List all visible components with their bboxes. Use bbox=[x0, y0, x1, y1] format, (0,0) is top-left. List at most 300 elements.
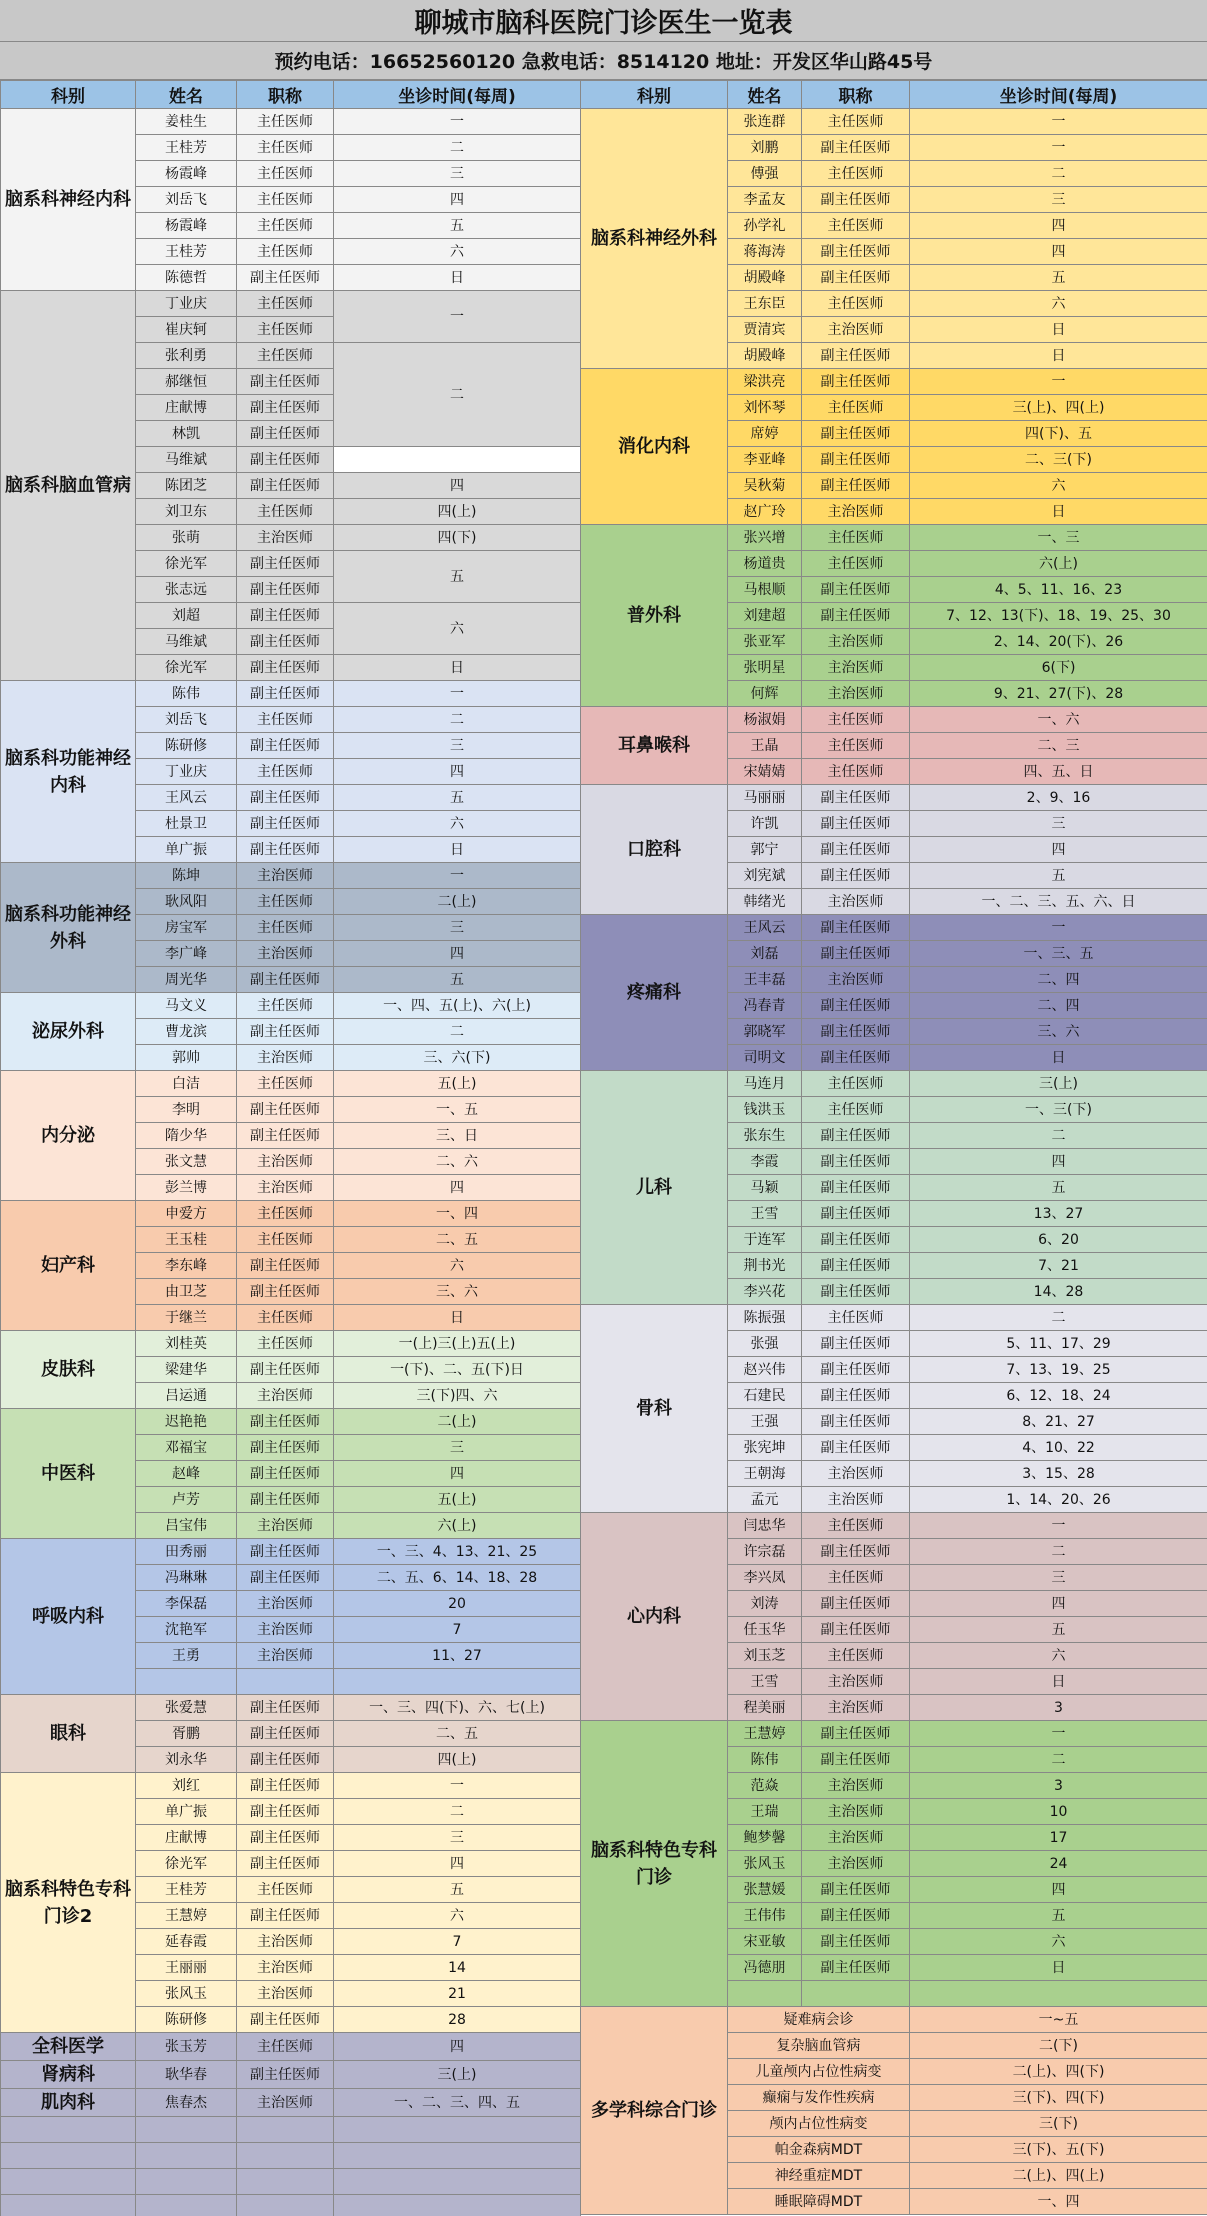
doctor-title-cell: 主治医师 bbox=[802, 681, 910, 707]
schedule-cell: 三 bbox=[334, 1435, 581, 1461]
doctor-title-cell: 副主任医师 bbox=[237, 967, 334, 993]
schedule-cell: 四 bbox=[910, 837, 1207, 863]
doctor-name-cell: 曹龙滨 bbox=[136, 1019, 237, 1045]
schedule-cell: 三(上)、四(上) bbox=[910, 395, 1207, 421]
doctor-name-cell: 王强 bbox=[728, 1409, 802, 1435]
schedule-cell: 3、15、28 bbox=[910, 1461, 1207, 1487]
table-row bbox=[581, 785, 1207, 811]
doctor-title-cell bbox=[802, 1981, 910, 2007]
doctor-name-cell: 孙学礼 bbox=[728, 213, 802, 239]
doctor-name-cell: 闫忠华 bbox=[728, 1513, 802, 1539]
doctor-title-cell: 副主任医师 bbox=[802, 1253, 910, 1279]
schedule-cell: 8、21、27 bbox=[910, 1409, 1207, 1435]
doctor-name-cell: 贾清宾 bbox=[728, 317, 802, 343]
doctor-title-cell: 副主任医师 bbox=[237, 577, 334, 603]
doctor-title-cell: 副主任医师 bbox=[237, 1279, 334, 1305]
schedule-cell: 五 bbox=[910, 265, 1207, 291]
doctor-name-cell bbox=[136, 2195, 237, 2216]
doctor-title-cell: 副主任医师 bbox=[237, 1487, 334, 1513]
doctor-name-cell: 钱洪玉 bbox=[728, 1097, 802, 1123]
schedule-cell: 四 bbox=[334, 187, 581, 213]
doctor-name-cell: 刘玉芝 bbox=[728, 1643, 802, 1669]
doctor-name-cell: 李广峰 bbox=[136, 941, 237, 967]
doctor-title-cell: 副主任医师 bbox=[802, 1357, 910, 1383]
schedule-cell: 一、三(下) bbox=[910, 1097, 1207, 1123]
doctor-title-cell: 主治医师 bbox=[237, 941, 334, 967]
doctor-name-cell: 林凯 bbox=[136, 421, 237, 447]
doctor-name-cell: 张东生 bbox=[728, 1123, 802, 1149]
schedule-cell: 六 bbox=[334, 811, 581, 837]
doctor-name-cell: 卢芳 bbox=[136, 1487, 237, 1513]
doctor-name-cell: 许凯 bbox=[728, 811, 802, 837]
table-row bbox=[1, 1331, 581, 1357]
doctor-name-cell: 单广振 bbox=[136, 1799, 237, 1825]
header-schedule: 坐诊时间(每周) bbox=[334, 81, 581, 109]
doctor-name-cell: 隋少华 bbox=[136, 1123, 237, 1149]
doctor-name-cell: 李兴花 bbox=[728, 1279, 802, 1305]
doctor-name-cell: 赵兴伟 bbox=[728, 1357, 802, 1383]
schedule-cell: 二 bbox=[334, 1799, 581, 1825]
doctor-name-cell: 房宝军 bbox=[136, 915, 237, 941]
doctor-title-cell: 副主任医师 bbox=[237, 1539, 334, 1565]
doctor-title-cell: 副主任医师 bbox=[802, 1201, 910, 1227]
doctor-name-cell: 吕运通 bbox=[136, 1383, 237, 1409]
schedule-cell: 一、三、4、13、21、25 bbox=[334, 1539, 581, 1565]
doctor-name-cell: 田秀丽 bbox=[136, 1539, 237, 1565]
department-cell: 心内科 bbox=[581, 1513, 728, 1721]
doctor-name-cell: 张志远 bbox=[136, 577, 237, 603]
doctor-name-cell: 何辉 bbox=[728, 681, 802, 707]
table-row bbox=[1, 2033, 581, 2061]
schedule-cell: 三、六(下) bbox=[334, 1045, 581, 1071]
doctor-name-cell: 王风云 bbox=[136, 785, 237, 811]
department-cell: 疼痛科 bbox=[581, 915, 728, 1071]
doctor-title-cell: 主任医师 bbox=[237, 343, 334, 369]
doctor-name-cell bbox=[136, 1669, 237, 1695]
schedule-cell: 一 bbox=[910, 1513, 1207, 1539]
doctor-name-cell: 程美丽 bbox=[728, 1695, 802, 1721]
doctor-name-cell: 刘桂英 bbox=[136, 1331, 237, 1357]
department-cell: 肌肉科 bbox=[1, 2089, 136, 2117]
table-row bbox=[581, 915, 1207, 941]
schedule-cell: 24 bbox=[910, 1851, 1207, 1877]
schedule-cell: 二 bbox=[334, 707, 581, 733]
doctor-name-cell: 王桂芳 bbox=[136, 1877, 237, 1903]
schedule-cell: 一 bbox=[334, 291, 581, 343]
schedule-cell: 三(下)四、六 bbox=[334, 1383, 581, 1409]
schedule-cell: 三 bbox=[334, 1825, 581, 1851]
doctor-name-cell: 张宪坤 bbox=[728, 1435, 802, 1461]
doctor-title-cell: 副主任医师 bbox=[237, 1253, 334, 1279]
schedule-cell: 21 bbox=[334, 1981, 581, 2007]
department-cell: 呼吸内科 bbox=[1, 1539, 136, 1695]
doctor-title-cell: 副主任医师 bbox=[237, 1097, 334, 1123]
doctor-name-cell: 于继兰 bbox=[136, 1305, 237, 1331]
schedule-cell: 五 bbox=[910, 1175, 1207, 1201]
doctor-title-cell: 主治医师 bbox=[802, 629, 910, 655]
doctor-name-cell bbox=[136, 2117, 237, 2143]
schedule-cell: 六 bbox=[334, 1253, 581, 1279]
schedule-cell: 二 bbox=[910, 1123, 1207, 1149]
schedule-cell: 一 bbox=[910, 135, 1207, 161]
doctor-title-cell: 副主任医师 bbox=[802, 1227, 910, 1253]
department-cell: 全科医学 bbox=[1, 2033, 136, 2061]
schedule-cell: 二、五 bbox=[334, 1227, 581, 1253]
schedule-cell: 2、14、20(下)、26 bbox=[910, 629, 1207, 655]
doctor-title-cell bbox=[237, 1669, 334, 1695]
doctor-title-cell: 副主任医师 bbox=[802, 1045, 910, 1071]
doctor-title-cell: 副主任医师 bbox=[237, 837, 334, 863]
doctor-name-cell: 马根顺 bbox=[728, 577, 802, 603]
doctor-name-cell: 冯德朋 bbox=[728, 1955, 802, 1981]
doctor-name-cell: 刘永华 bbox=[136, 1747, 237, 1773]
clinic-name-cell: 帕金森病MDT bbox=[728, 2137, 910, 2163]
schedule-cell: 四 bbox=[334, 759, 581, 785]
doctor-name-cell: 王雪 bbox=[728, 1201, 802, 1227]
schedule-cell: 日 bbox=[910, 343, 1207, 369]
schedule-cell: 五 bbox=[334, 551, 581, 603]
header-dept: 科别 bbox=[581, 81, 728, 109]
schedule-cell: 一~五 bbox=[910, 2007, 1207, 2033]
schedule-cell: 四(下) bbox=[334, 525, 581, 551]
schedule-cell: 四 bbox=[334, 473, 581, 499]
doctor-title-cell: 副主任医师 bbox=[802, 1331, 910, 1357]
doctor-name-cell: 梁建华 bbox=[136, 1357, 237, 1383]
doctor-title-cell: 主任医师 bbox=[237, 1331, 334, 1357]
right-schedule-table bbox=[580, 80, 1207, 2215]
doctor-name-cell: 王丽丽 bbox=[136, 1955, 237, 1981]
schedule-cell: 一、四 bbox=[910, 2189, 1207, 2215]
doctor-title-cell: 主任医师 bbox=[237, 759, 334, 785]
schedule-cell: 3 bbox=[910, 1695, 1207, 1721]
clinic-name-cell: 癫痫与发作性疾病 bbox=[728, 2085, 910, 2111]
schedule-cell: 日 bbox=[334, 265, 581, 291]
doctor-name-cell: 周光华 bbox=[136, 967, 237, 993]
doctor-name-cell: 胡殿峰 bbox=[728, 265, 802, 291]
table-row bbox=[581, 525, 1207, 551]
doctor-title-cell: 副主任医师 bbox=[802, 343, 910, 369]
doctor-name-cell: 单广振 bbox=[136, 837, 237, 863]
doctor-name-cell: 张风玉 bbox=[136, 1981, 237, 2007]
doctor-title-cell: 主任医师 bbox=[237, 2033, 334, 2061]
doctor-title-cell: 副主任医师 bbox=[237, 473, 334, 499]
doctor-title-cell: 副主任医师 bbox=[237, 1435, 334, 1461]
department-cell: 中医科 bbox=[1, 1409, 136, 1539]
schedule-cell: 二、六 bbox=[334, 1149, 581, 1175]
doctor-title-cell: 副主任医师 bbox=[802, 1123, 910, 1149]
doctor-name-cell: 李孟友 bbox=[728, 187, 802, 213]
doctor-name-cell: 徐光军 bbox=[136, 1851, 237, 1877]
doctor-title-cell: 副主任医师 bbox=[802, 1409, 910, 1435]
doctor-name-cell: 赵峰 bbox=[136, 1461, 237, 1487]
doctor-title-cell: 主治医师 bbox=[237, 1955, 334, 1981]
schedule-cell bbox=[334, 1669, 581, 1695]
table-row bbox=[1, 2061, 581, 2089]
clinic-name-cell: 复杂脑血管病 bbox=[728, 2033, 910, 2059]
schedule-cell: 六 bbox=[334, 1903, 581, 1929]
schedule-cell: 五 bbox=[334, 1877, 581, 1903]
table-row bbox=[1, 1409, 581, 1435]
doctor-title-cell: 副主任医师 bbox=[802, 369, 910, 395]
doctor-title-cell: 主任医师 bbox=[802, 109, 910, 135]
schedule-cell: 三 bbox=[334, 161, 581, 187]
page-title: 聊城市脑科医院门诊医生一览表 bbox=[0, 0, 1207, 42]
doctor-name-cell: 陈团芝 bbox=[136, 473, 237, 499]
schedule-cell: 10 bbox=[910, 1799, 1207, 1825]
doctor-title-cell: 主治医师 bbox=[802, 1799, 910, 1825]
department-cell bbox=[1, 2117, 136, 2143]
schedule-cell: 一、四 bbox=[334, 1201, 581, 1227]
department-cell: 眼科 bbox=[1, 1695, 136, 1773]
doctor-title-cell: 主任医师 bbox=[802, 1643, 910, 1669]
schedule-cell: 四 bbox=[910, 1149, 1207, 1175]
doctor-title-cell: 副主任医师 bbox=[237, 447, 334, 473]
department-cell: 脑系科脑血管病 bbox=[1, 291, 136, 681]
schedule-cell: 四(下)、五 bbox=[910, 421, 1207, 447]
schedule-cell: 三、六 bbox=[910, 1019, 1207, 1045]
doctor-name-cell: 彭兰博 bbox=[136, 1175, 237, 1201]
doctor-title-cell: 副主任医师 bbox=[237, 265, 334, 291]
header-schedule: 坐诊时间(每周) bbox=[910, 81, 1207, 109]
doctor-name-cell: 王东臣 bbox=[728, 291, 802, 317]
schedule-cell: 三(上) bbox=[334, 2061, 581, 2089]
doctor-name-cell: 陈研修 bbox=[136, 733, 237, 759]
doctor-name-cell: 刘怀琴 bbox=[728, 395, 802, 421]
schedule-cell: 一、四、五(上)、六(上) bbox=[334, 993, 581, 1019]
schedule-cell: 五 bbox=[334, 785, 581, 811]
doctor-title-cell: 副主任医师 bbox=[237, 1565, 334, 1591]
doctor-name-cell: 陈伟 bbox=[136, 681, 237, 707]
schedule-cell: 一 bbox=[910, 109, 1207, 135]
doctor-name-cell: 马连月 bbox=[728, 1071, 802, 1097]
doctor-name-cell: 张明星 bbox=[728, 655, 802, 681]
schedule-cell: 五 bbox=[910, 863, 1207, 889]
doctor-name-cell: 于连军 bbox=[728, 1227, 802, 1253]
schedule-cell: 14、28 bbox=[910, 1279, 1207, 1305]
department-cell: 脑系科功能神经外科 bbox=[1, 863, 136, 993]
doctor-name-cell: 申爱方 bbox=[136, 1201, 237, 1227]
schedule-cell: 一 bbox=[334, 1773, 581, 1799]
doctor-title-cell: 副主任医师 bbox=[237, 1773, 334, 1799]
doctor-name-cell: 刘岳飞 bbox=[136, 707, 237, 733]
doctor-name-cell: 赵广玲 bbox=[728, 499, 802, 525]
doctor-name-cell: 刘鹏 bbox=[728, 135, 802, 161]
doctor-title-cell: 副主任医师 bbox=[237, 2007, 334, 2033]
doctor-name-cell: 杜景卫 bbox=[136, 811, 237, 837]
doctor-title-cell: 主治医师 bbox=[237, 1617, 334, 1643]
header-name: 姓名 bbox=[136, 81, 237, 109]
doctor-name-cell: 丁业庆 bbox=[136, 759, 237, 785]
doctor-title-cell: 副主任医师 bbox=[802, 1877, 910, 1903]
doctor-title-cell: 副主任医师 bbox=[802, 265, 910, 291]
doctor-name-cell: 郭宁 bbox=[728, 837, 802, 863]
schedule-cell: 9、21、27(下)、28 bbox=[910, 681, 1207, 707]
doctor-title-cell: 副主任医师 bbox=[802, 473, 910, 499]
doctor-name-cell: 张玉芳 bbox=[136, 2033, 237, 2061]
doctor-title-cell: 副主任医师 bbox=[802, 447, 910, 473]
clinic-name-cell: 睡眠障碍MDT bbox=[728, 2189, 910, 2215]
doctor-name-cell: 张文慧 bbox=[136, 1149, 237, 1175]
schedule-cell: 日 bbox=[910, 317, 1207, 343]
doctor-title-cell: 副主任医师 bbox=[802, 603, 910, 629]
doctor-name-cell: 郝继恒 bbox=[136, 369, 237, 395]
doctor-name-cell: 王伟伟 bbox=[728, 1903, 802, 1929]
doctor-name-cell: 王桂芳 bbox=[136, 239, 237, 265]
schedule-cell: 28 bbox=[334, 2007, 581, 2033]
table-row bbox=[581, 1721, 1207, 1747]
doctor-name-cell: 焦春杰 bbox=[136, 2089, 237, 2117]
doctor-name-cell: 张萌 bbox=[136, 525, 237, 551]
schedule-cell: 五 bbox=[334, 967, 581, 993]
schedule-cell: 一、三、五 bbox=[910, 941, 1207, 967]
doctor-title-cell: 副主任医师 bbox=[802, 1539, 910, 1565]
table-row bbox=[1, 291, 581, 317]
schedule-cell: 一 bbox=[334, 109, 581, 135]
doctor-name-cell: 李东峰 bbox=[136, 1253, 237, 1279]
doctor-title-cell: 副主任医师 bbox=[802, 811, 910, 837]
doctor-name-cell bbox=[728, 1981, 802, 2007]
doctor-name-cell: 韩绪光 bbox=[728, 889, 802, 915]
doctor-title-cell: 副主任医师 bbox=[237, 1721, 334, 1747]
department-cell bbox=[1, 2143, 136, 2169]
schedule-cell: 四 bbox=[910, 213, 1207, 239]
doctor-title-cell: 主任医师 bbox=[237, 1305, 334, 1331]
schedule-cell: 二(上)、四(上) bbox=[910, 2163, 1207, 2189]
schedule-cell: 三 bbox=[334, 915, 581, 941]
schedule-cell: 日 bbox=[334, 1305, 581, 1331]
doctor-title-cell: 副主任医师 bbox=[802, 941, 910, 967]
table-row bbox=[581, 1071, 1207, 1097]
doctor-name-cell: 陈振强 bbox=[728, 1305, 802, 1331]
schedule-cell: 7 bbox=[334, 1929, 581, 1955]
doctor-name-cell: 庄献博 bbox=[136, 395, 237, 421]
doctor-title-cell: 副主任医师 bbox=[237, 421, 334, 447]
schedule-cell: 日 bbox=[910, 499, 1207, 525]
table-row bbox=[1, 1773, 581, 1799]
schedule-cell: 五 bbox=[910, 1903, 1207, 1929]
schedule-cell: 二、五、6、14、18、28 bbox=[334, 1565, 581, 1591]
schedule-cell: 日 bbox=[910, 1045, 1207, 1071]
doctor-name-cell: 陈坤 bbox=[136, 863, 237, 889]
doctor-title-cell bbox=[237, 2117, 334, 2143]
schedule-cell: 四 bbox=[910, 1591, 1207, 1617]
schedule-cell: 三(下)、五(下) bbox=[910, 2137, 1207, 2163]
schedule-cell: 三 bbox=[334, 733, 581, 759]
doctor-name-cell: 傅强 bbox=[728, 161, 802, 187]
doctor-title-cell: 主任医师 bbox=[237, 889, 334, 915]
doctor-title-cell: 主任医师 bbox=[237, 109, 334, 135]
department-cell: 脑系科特色专科门诊2 bbox=[1, 1773, 136, 2033]
clinic-name-cell: 神经重症MDT bbox=[728, 2163, 910, 2189]
schedule-cell: 六 bbox=[910, 1643, 1207, 1669]
doctor-name-cell: 王朝海 bbox=[728, 1461, 802, 1487]
schedule-cell: 五 bbox=[910, 1617, 1207, 1643]
schedule-cell: 一 bbox=[910, 915, 1207, 941]
doctor-name-cell: 胡殿峰 bbox=[728, 343, 802, 369]
doctor-title-cell: 副主任医师 bbox=[237, 551, 334, 577]
doctor-title-cell: 主治医师 bbox=[802, 1773, 910, 1799]
doctor-title-cell: 主任医师 bbox=[237, 1227, 334, 1253]
doctor-title-cell: 副主任医师 bbox=[237, 1695, 334, 1721]
doctor-name-cell: 陈德哲 bbox=[136, 265, 237, 291]
schedule-cell: 二 bbox=[334, 343, 581, 447]
header-title: 职称 bbox=[802, 81, 910, 109]
schedule-cell: 日 bbox=[334, 837, 581, 863]
doctor-name-cell: 李兴凤 bbox=[728, 1565, 802, 1591]
schedule-cell: 五(上) bbox=[334, 1487, 581, 1513]
schedule-cell: 六(上) bbox=[334, 1513, 581, 1539]
doctor-name-cell: 王瑞 bbox=[728, 1799, 802, 1825]
doctor-name-cell: 陈研修 bbox=[136, 2007, 237, 2033]
doctor-title-cell: 主任医师 bbox=[802, 1305, 910, 1331]
doctor-name-cell: 张强 bbox=[728, 1331, 802, 1357]
doctor-title-cell: 主任医师 bbox=[802, 733, 910, 759]
schedule-cell: 一 bbox=[334, 863, 581, 889]
doctor-name-cell: 沈艳军 bbox=[136, 1617, 237, 1643]
doctor-title-cell: 主任医师 bbox=[802, 759, 910, 785]
schedule-cell: 6(下) bbox=[910, 655, 1207, 681]
schedule-cell: 二 bbox=[910, 161, 1207, 187]
doctor-name-cell: 刘宪斌 bbox=[728, 863, 802, 889]
doctor-name-cell: 张慧媛 bbox=[728, 1877, 802, 1903]
doctor-name-cell: 迟艳艳 bbox=[136, 1409, 237, 1435]
doctor-name-cell: 冯琳琳 bbox=[136, 1565, 237, 1591]
doctor-name-cell: 宋亚敏 bbox=[728, 1929, 802, 1955]
schedule-cell: 三、日 bbox=[334, 1123, 581, 1149]
doctor-name-cell: 张连群 bbox=[728, 109, 802, 135]
department-cell: 消化内科 bbox=[581, 369, 728, 525]
doctor-title-cell: 副主任医师 bbox=[237, 2061, 334, 2089]
table-row bbox=[1, 2117, 581, 2143]
doctor-name-cell: 王勇 bbox=[136, 1643, 237, 1669]
doctor-title-cell: 副主任医师 bbox=[237, 1019, 334, 1045]
doctor-name-cell: 任玉华 bbox=[728, 1617, 802, 1643]
doctor-title-cell: 主任医师 bbox=[237, 161, 334, 187]
schedule-cell: 四 bbox=[334, 1461, 581, 1487]
doctor-title-cell: 主任医师 bbox=[237, 1071, 334, 1097]
doctor-name-cell bbox=[136, 2143, 237, 2169]
schedule-cell: 6、12、18、24 bbox=[910, 1383, 1207, 1409]
schedule-cell: 二 bbox=[334, 1019, 581, 1045]
schedule-cell: 二、三 bbox=[910, 733, 1207, 759]
doctor-name-cell: 耿风阳 bbox=[136, 889, 237, 915]
doctor-title-cell: 主治医师 bbox=[237, 1513, 334, 1539]
doctor-title-cell: 副主任医师 bbox=[802, 135, 910, 161]
doctor-title-cell: 主治医师 bbox=[802, 1825, 910, 1851]
doctor-name-cell: 王晶 bbox=[728, 733, 802, 759]
doctor-name-cell: 丁业庆 bbox=[136, 291, 237, 317]
doctor-title-cell: 副主任医师 bbox=[802, 1435, 910, 1461]
schedule-cell: 四 bbox=[334, 1851, 581, 1877]
schedule-cell: 一(下)、二、五(下)日 bbox=[334, 1357, 581, 1383]
doctor-title-cell: 主任医师 bbox=[237, 135, 334, 161]
schedule-cell: 三 bbox=[910, 187, 1207, 213]
header-title: 职称 bbox=[237, 81, 334, 109]
clinic-name-cell: 颅内占位性病变 bbox=[728, 2111, 910, 2137]
doctor-title-cell: 副主任医师 bbox=[237, 1903, 334, 1929]
schedule-cell bbox=[910, 1981, 1207, 2007]
schedule-cell: 四 bbox=[334, 1175, 581, 1201]
doctor-title-cell: 副主任医师 bbox=[802, 1383, 910, 1409]
schedule-cell: 3 bbox=[910, 1773, 1207, 1799]
doctor-name-cell: 马文义 bbox=[136, 993, 237, 1019]
schedule-cell: 四 bbox=[334, 2033, 581, 2061]
doctor-title-cell: 主任医师 bbox=[802, 1097, 910, 1123]
schedule-cell: 2、9、16 bbox=[910, 785, 1207, 811]
doctor-title-cell: 副主任医师 bbox=[237, 395, 334, 421]
table-row bbox=[1, 2143, 581, 2169]
doctor-title-cell: 主治医师 bbox=[237, 1149, 334, 1175]
